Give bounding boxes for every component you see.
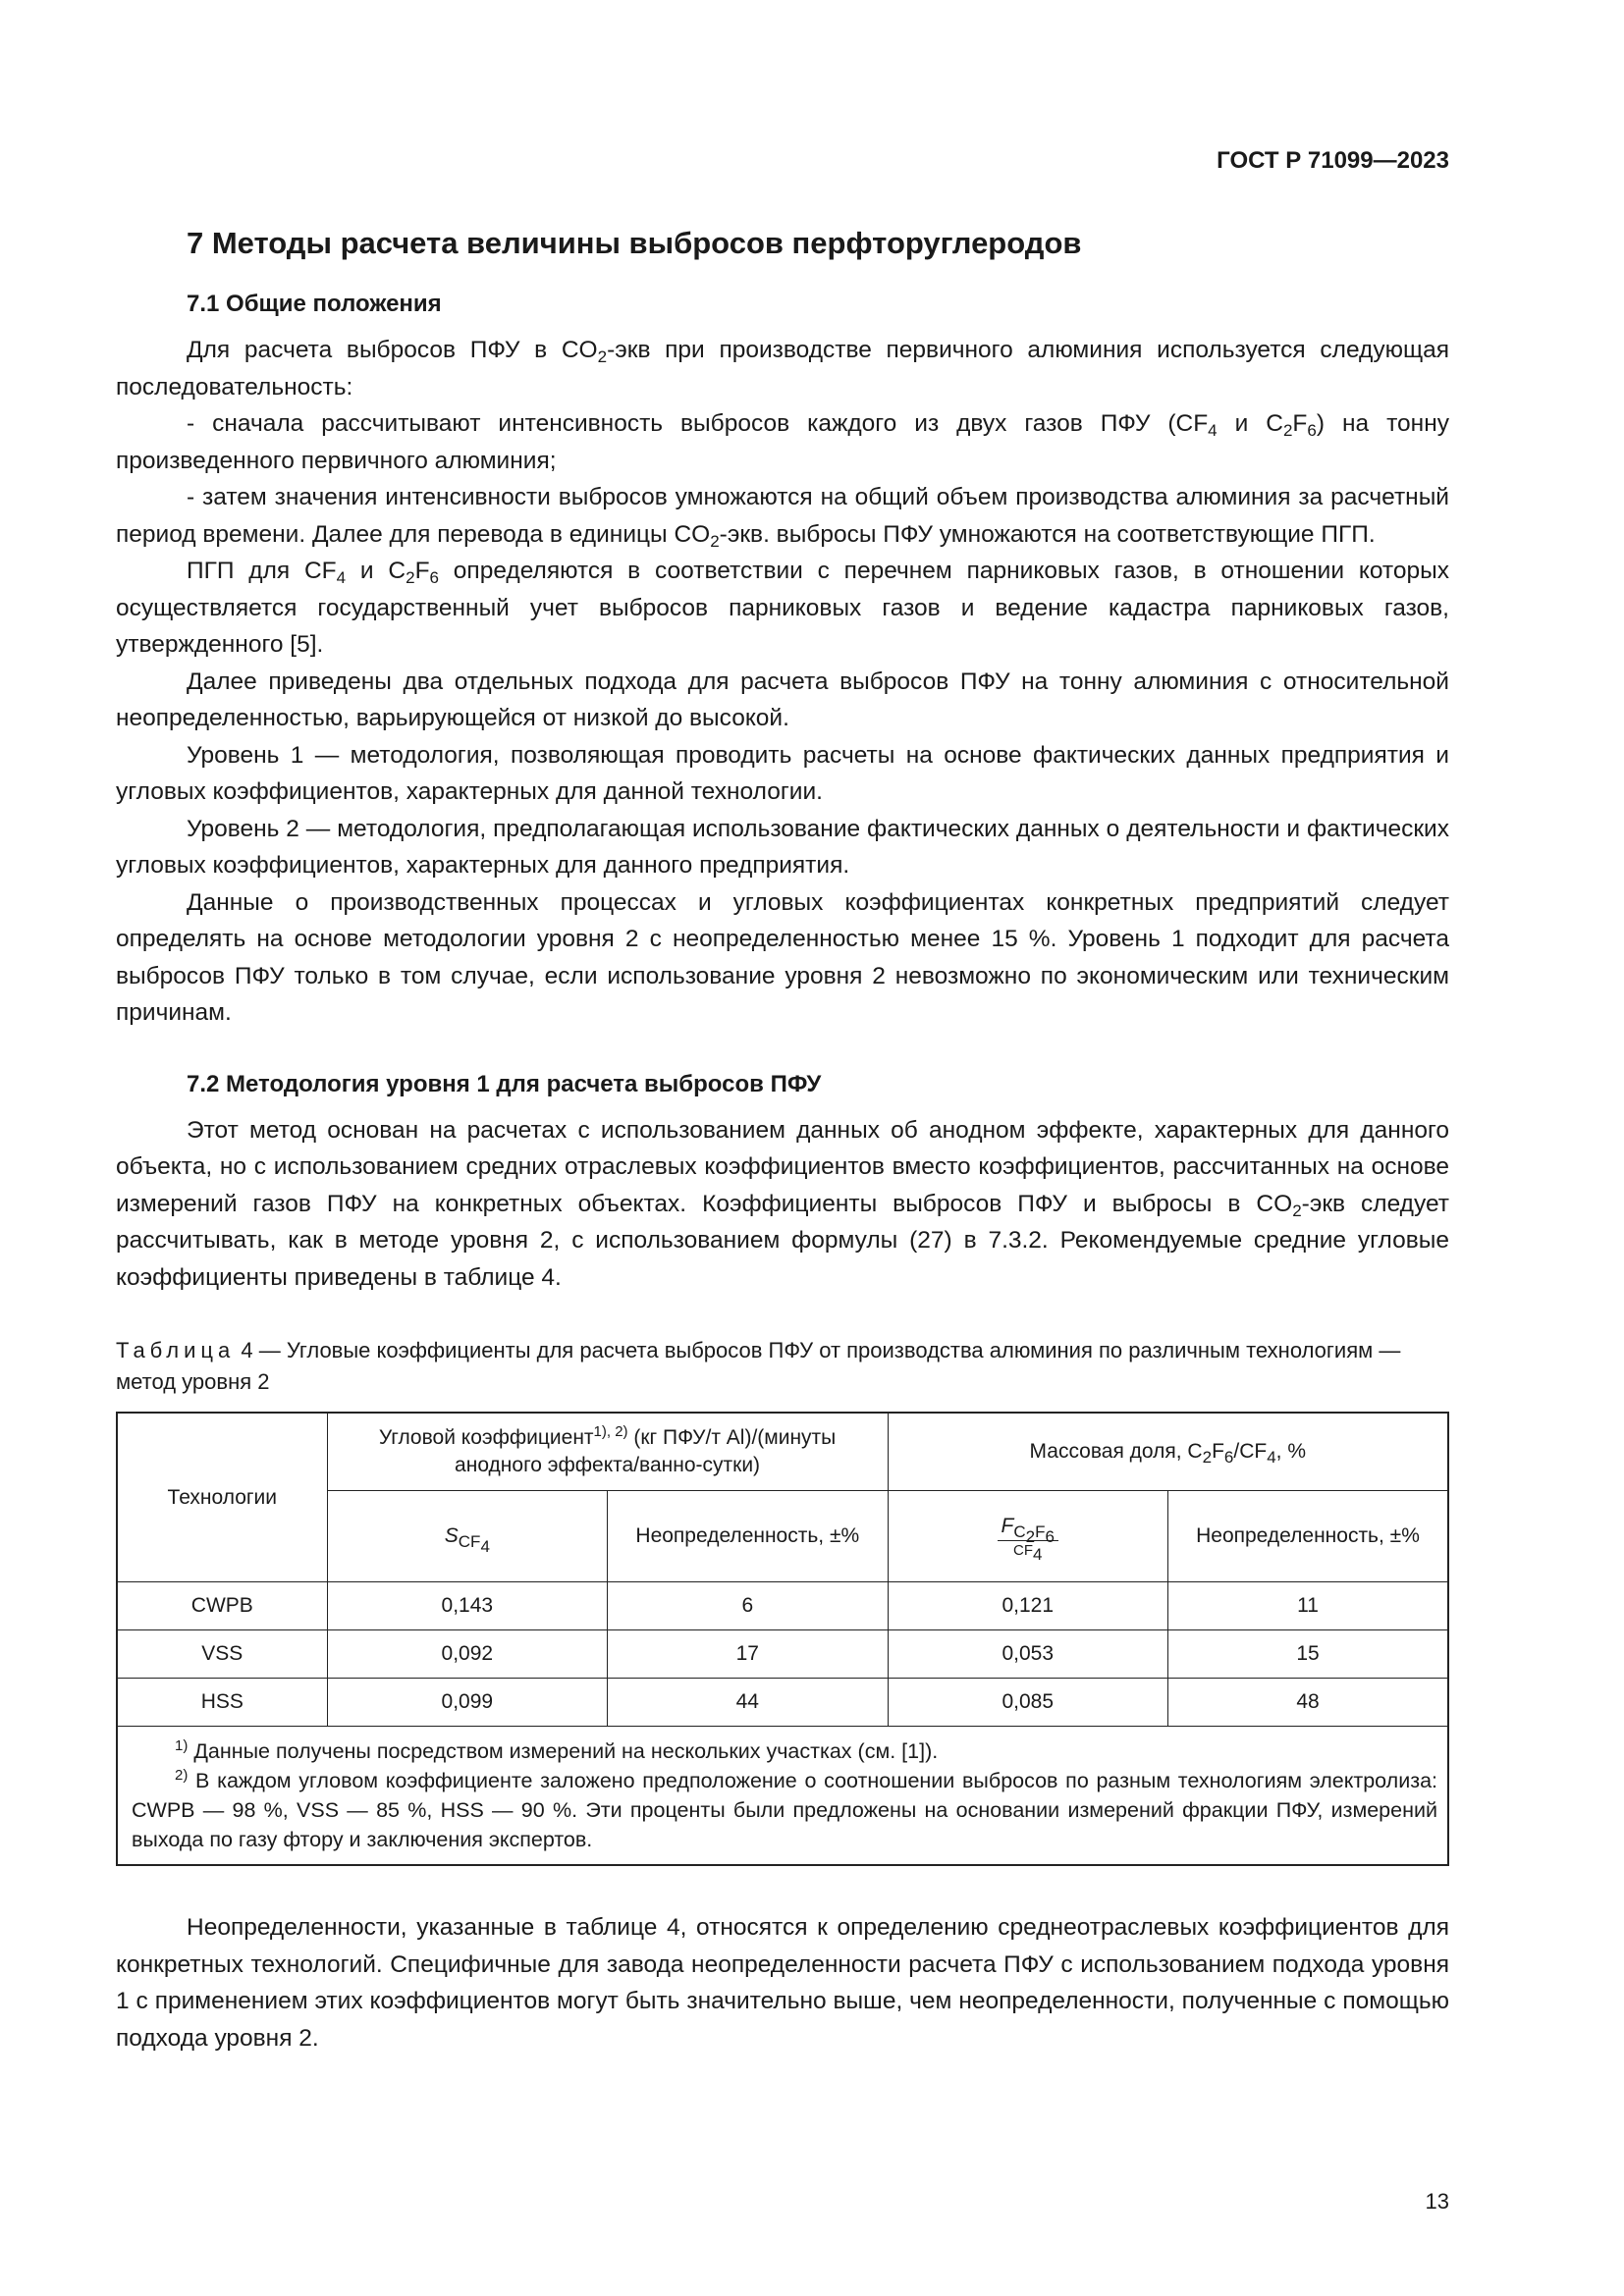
cell-slope: 0,143: [327, 1582, 607, 1630]
paragraph: - затем значения интенсивности выбросов умножаются на общий объем производства алюминия за расчетный период времени. Далее для перевода в единицы $CO_2$-экв. выбросы ПФУ умножаются на соответствующие ПГП.: [116, 484, 1449, 551]
cell-uncertainty: 44: [608, 1679, 888, 1727]
cell-uncertainty: 48: [1168, 1679, 1449, 1727]
paragraph: Уровень 1 — методология, позволяющая проводить расчеты на основе фактических данных предприятия и угловых коэффициентов, характерных для данной технологии.: [116, 741, 1449, 805]
paragraph: Далее приведены два отдельных подхода для расчета выбросов ПФУ на тонну алюминия с относительной неопределенностью, варьирующейся от низкой до высокой.: [116, 667, 1449, 731]
subheader-slope: $S_{CF_4}$: [327, 1491, 607, 1582]
subheader-uncertainty-2: Неопределенность, ±%: [1168, 1491, 1449, 1582]
table-note-1: $^{1)}$ Данные получены посредством измерений на нескольких участках (см. [1]).: [175, 1737, 939, 1763]
table-row: [117, 1679, 1448, 1727]
paragraph: Данные о производственных процессах и угловых коэффициентах конкретных предприятий следует определять на основе методологии уровня 2 с неопределенностью менее 15 %. Уровень 1 подходит для расчета выбросов ПФУ только в том случае, если использование уровня 2 невозможно по экономическим или техническим причинам.: [116, 888, 1449, 1026]
subheader-fraction: $\frac{F_{C_2F_6}}{CF_4}$: [888, 1491, 1167, 1582]
cell-fraction: 0,085: [888, 1679, 1167, 1727]
cell-uncertainty: 6: [608, 1582, 888, 1630]
table-row: [117, 1630, 1448, 1679]
cell-tech: HSS: [117, 1679, 327, 1727]
paragraph: - сначала рассчитывают интенсивность выбросов каждого из двух газов ПФУ ($CF_4$ и $C_2F_6$) на тонну произведенного первичного алюминия;: [116, 410, 1449, 474]
table-note-2: $^{2)}$ В каждом угловом коэффициенте заложено предположение о соотношении выбросов по разным технологиям электролиза: CWPB — 98 %, VSS — 85 %, HSS — 90 %. Эти проценты были предложены на основании измерений фракции ПФУ, измерений выхода по газу фтору и заключения экспертов.: [132, 1767, 1437, 1851]
section-7-1-title: 7.1 Общие положения: [187, 291, 442, 317]
cell-tech: CWPB: [117, 1582, 327, 1630]
cell-slope: 0,099: [327, 1679, 607, 1727]
table-row: [117, 1582, 1448, 1630]
section-7-title: 7 Методы расчета величины выбросов перфторуглеродов: [187, 226, 1082, 260]
cell-tech: VSS: [117, 1630, 327, 1679]
paragraph: Уровень 2 — методология, предполагающая использование фактических данных о деятельности и фактических угловых коэффициентов, характерных для данного предприятия.: [116, 815, 1449, 879]
table-caption: Таблица 4 — Угловые коэффициенты для расчета выбросов ПФУ от производства алюминия по различным технологиям — метод уровня 2: [116, 1338, 1401, 1394]
cell-uncertainty: 17: [608, 1630, 888, 1679]
cell-uncertainty: 15: [1168, 1630, 1449, 1679]
section-7-2-title: 7.2 Методология уровня 1 для расчета выбросов ПФУ: [187, 1070, 822, 1097]
paragraph: Неопределенности, указанные в таблице 4, относятся к определению среднеотраслевых коэффициентов для конкретных технологий. Специфичные для завода неопределенности расчета ПФУ с использованием подхода уровня 1 с применением этих коэффициентов могут быть значительно выше, чем неопределенности, полученные с помощью подхода уровня 2.: [116, 1914, 1449, 2052]
cell-fraction: 0,121: [888, 1582, 1167, 1630]
cell-uncertainty: 11: [1168, 1582, 1449, 1630]
cell-slope: 0,092: [327, 1630, 607, 1679]
subheader-uncertainty-1: Неопределенность, ±%: [608, 1491, 888, 1582]
paragraph: Этот метод основан на расчетах с использованием данных об анодном эффекте, характерных для данного объекта, но с использованием средних отраслевых коэффициентов вместо коэффициентов, рассчитанных на основе измерений газов ПФУ на конкретных объектах. Коэффициенты выбросов ПФУ и выбросы в $CO_2$-экв следует рассчитывать, как в методе уровня 2, с использованием формулы (27) в 7.3.2. Рекомендуемые средние угловые коэффициенты приведены в таблице 4.: [116, 1116, 1449, 1291]
standard-designation: ГОСТ Р 71099—2023: [1217, 147, 1449, 174]
col-header-mass-fraction: Массовая доля, $C_2F_6/CF_4$, %: [888, 1413, 1448, 1491]
page-content: [116, 216, 1449, 2056]
table-notes: [117, 1727, 1448, 1866]
col-header-technology: Технологии: [117, 1413, 327, 1582]
slope-coefficients-table: [116, 1412, 1449, 1866]
page-number: 13: [1425, 2189, 1449, 2214]
cell-fraction: 0,053: [888, 1630, 1167, 1679]
col-header-slope: Угловой коэффициент$^{1), 2)}$ (кг ПФУ/т Al)/(минуты анодного эффекта/ванно-сутки): [327, 1413, 888, 1491]
paragraph: ПГП для $CF_4$ и $C_2F_6$ определяются в соответствии с перечнем парниковых газов, в отношении которых осуществляется государственный учет выбросов парниковых газов и ведение кадастра парниковых газов, утвержденного [5].: [116, 558, 1449, 658]
paragraph: Для расчета выбросов ПФУ в $CO_2$-экв при производстве первичного алюминия используется следующая последовательность:: [116, 337, 1450, 400]
